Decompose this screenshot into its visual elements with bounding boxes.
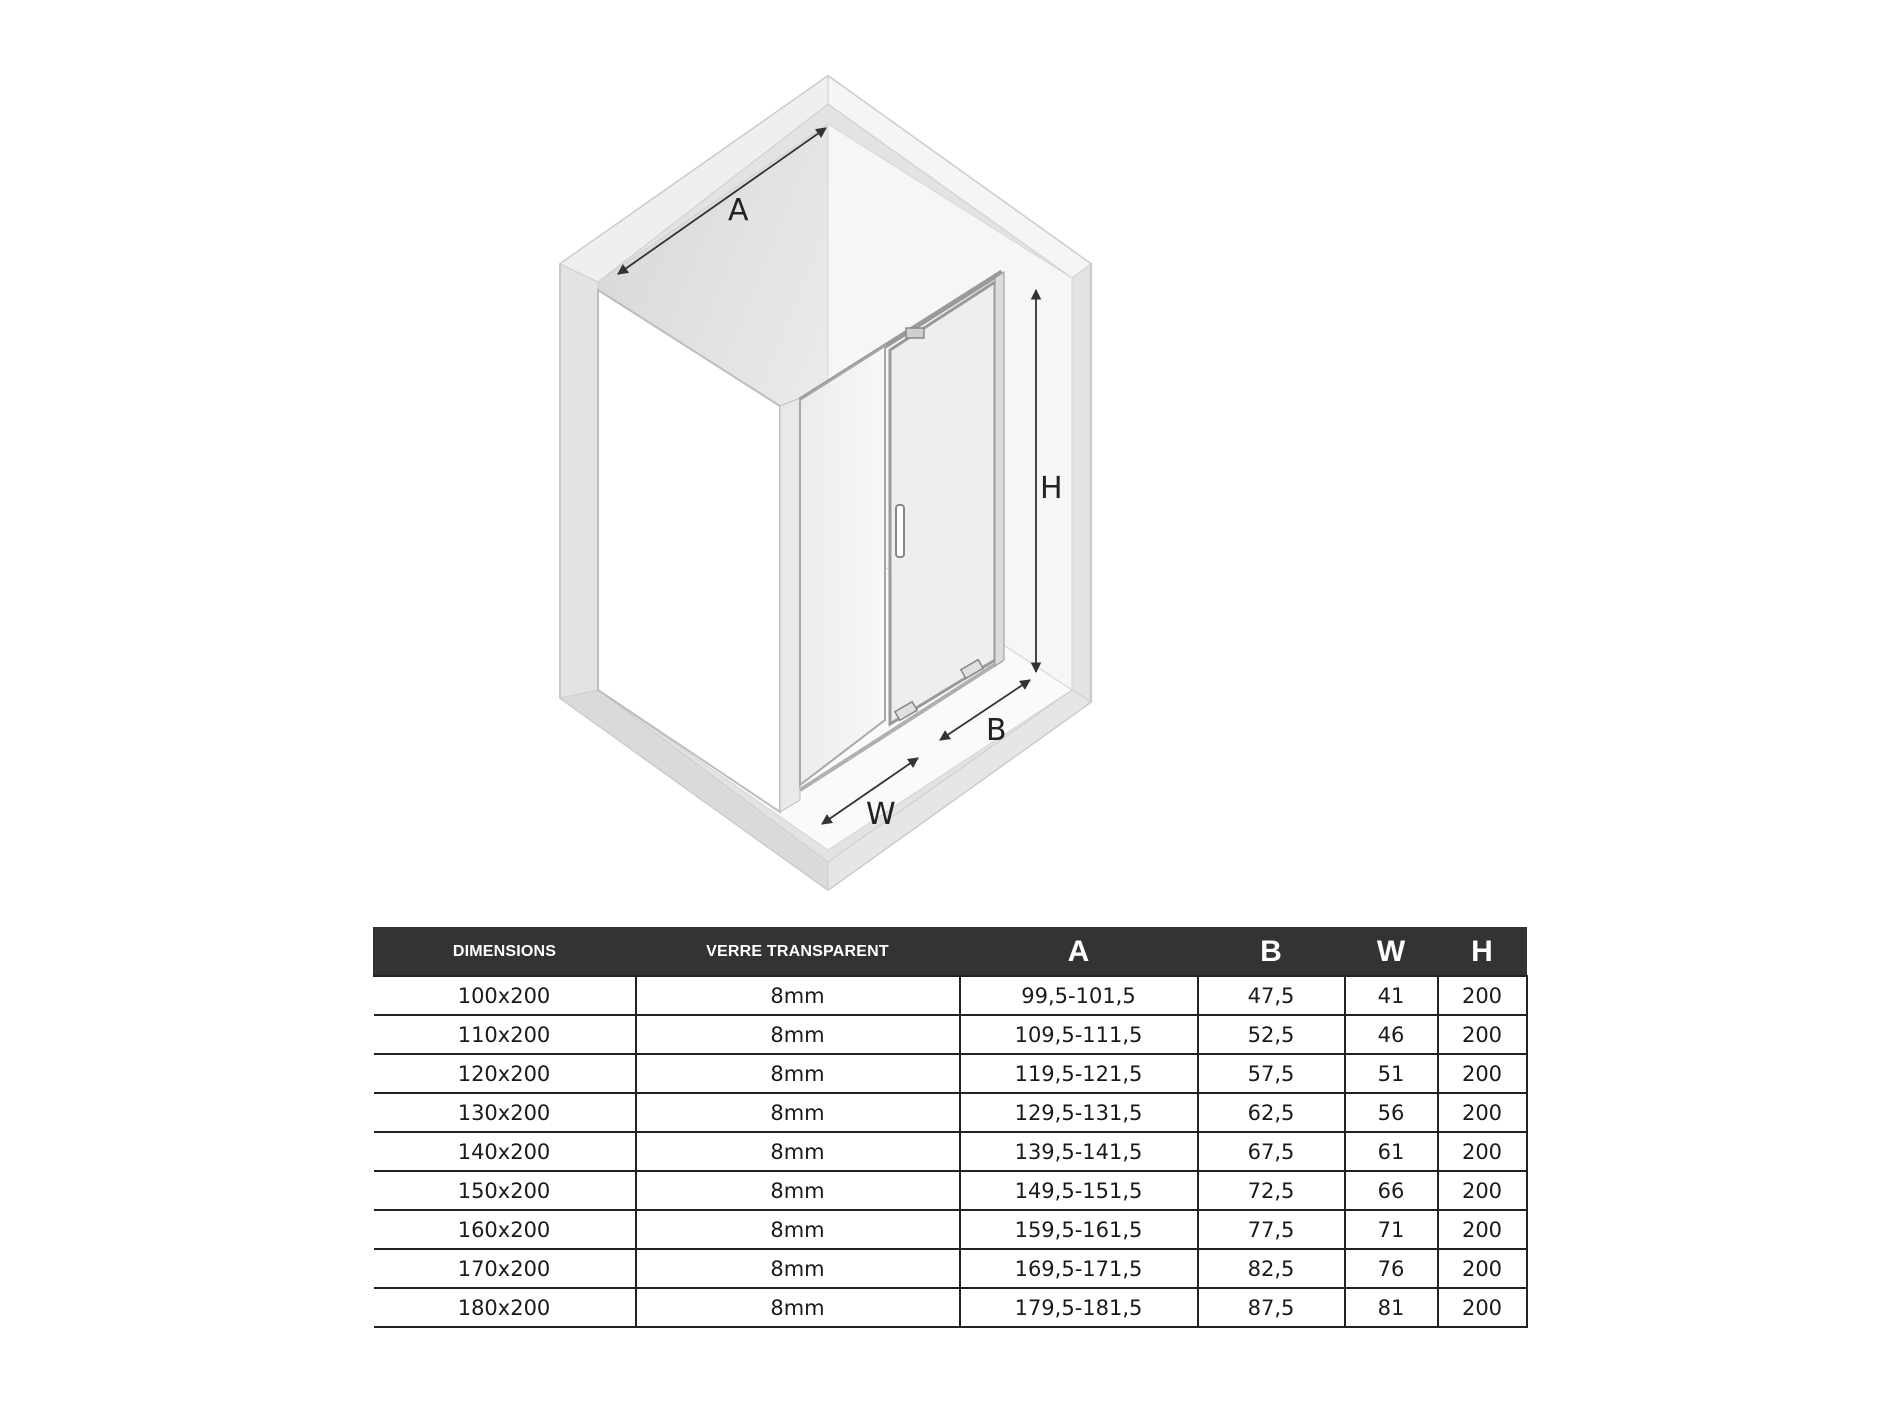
cell-dimensions: 110x200 — [374, 1015, 636, 1054]
door-handle — [896, 505, 904, 557]
cell-w: 51 — [1345, 1054, 1438, 1093]
fixed-glass-panel — [800, 346, 885, 785]
cell-b: 67,5 — [1198, 1132, 1345, 1171]
cell-glass: 8mm — [636, 1054, 960, 1093]
cell-h: 200 — [1438, 1249, 1527, 1288]
cell-dimensions: 180x200 — [374, 1288, 636, 1327]
cell-a: 119,5-121,5 — [960, 1054, 1198, 1093]
header-h: H — [1438, 928, 1527, 977]
cell-h: 200 — [1438, 1093, 1527, 1132]
cell-a: 139,5-141,5 — [960, 1132, 1198, 1171]
cell-a: 109,5-111,5 — [960, 1015, 1198, 1054]
cell-w: 71 — [1345, 1210, 1438, 1249]
cell-a: 159,5-161,5 — [960, 1210, 1198, 1249]
cell-b: 62,5 — [1198, 1093, 1345, 1132]
cell-h: 200 — [1438, 1210, 1527, 1249]
cell-glass: 8mm — [636, 1093, 960, 1132]
label-b: B — [986, 713, 1007, 748]
cell-h: 200 — [1438, 1288, 1527, 1327]
sliding-glass-door — [890, 282, 995, 724]
cell-dimensions: 140x200 — [374, 1132, 636, 1171]
label-w: W — [866, 797, 896, 832]
table-row — [374, 1210, 1527, 1249]
table-row — [374, 1288, 1527, 1327]
cell-b: 77,5 — [1198, 1210, 1345, 1249]
header-w: W — [1345, 928, 1438, 977]
cell-b: 87,5 — [1198, 1288, 1345, 1327]
table-row — [374, 976, 1527, 1015]
header-glass: VERRE TRANSPARENT — [636, 928, 960, 977]
table-row — [374, 1093, 1527, 1132]
cell-glass: 8mm — [636, 1132, 960, 1171]
cell-a: 149,5-151,5 — [960, 1171, 1198, 1210]
label-h: H — [1040, 471, 1063, 506]
cell-glass: 8mm — [636, 1015, 960, 1054]
cell-glass: 8mm — [636, 1288, 960, 1327]
top-roller — [906, 328, 924, 338]
dimensions-table — [373, 927, 1528, 1328]
table-row — [374, 1054, 1527, 1093]
cell-w: 46 — [1345, 1015, 1438, 1054]
cell-w: 66 — [1345, 1171, 1438, 1210]
cell-w: 56 — [1345, 1093, 1438, 1132]
cell-h: 200 — [1438, 1054, 1527, 1093]
cell-dimensions: 100x200 — [374, 976, 636, 1015]
side-panel-edge — [780, 398, 800, 812]
table-row — [374, 1132, 1527, 1171]
cell-w: 61 — [1345, 1132, 1438, 1171]
cell-w: 81 — [1345, 1288, 1438, 1327]
cell-h: 200 — [1438, 1015, 1527, 1054]
table-row — [374, 1171, 1527, 1210]
cell-dimensions: 150x200 — [374, 1171, 636, 1210]
cell-h: 200 — [1438, 1171, 1527, 1210]
cell-dimensions: 170x200 — [374, 1249, 636, 1288]
table-header-row — [374, 928, 1527, 977]
cell-glass: 8mm — [636, 1171, 960, 1210]
cell-b: 57,5 — [1198, 1054, 1345, 1093]
cell-b: 72,5 — [1198, 1171, 1345, 1210]
header-dimensions: DIMENSIONS — [374, 928, 636, 977]
cell-b: 82,5 — [1198, 1249, 1345, 1288]
cell-w: 41 — [1345, 976, 1438, 1015]
label-a: A — [728, 193, 749, 228]
cell-dimensions: 160x200 — [374, 1210, 636, 1249]
cell-glass: 8mm — [636, 1210, 960, 1249]
cell-dimensions: 130x200 — [374, 1093, 636, 1132]
cell-b: 47,5 — [1198, 976, 1345, 1015]
cell-a: 179,5-181,5 — [960, 1288, 1198, 1327]
cell-glass: 8mm — [636, 976, 960, 1015]
cell-glass: 8mm — [636, 1249, 960, 1288]
cell-a: 99,5-101,5 — [960, 976, 1198, 1015]
header-b: B — [1198, 928, 1345, 977]
table-body — [374, 976, 1527, 1327]
cell-a: 129,5-131,5 — [960, 1093, 1198, 1132]
cell-a: 169,5-171,5 — [960, 1249, 1198, 1288]
wall-profile — [995, 272, 1004, 666]
cell-h: 200 — [1438, 1132, 1527, 1171]
cell-b: 52,5 — [1198, 1015, 1345, 1054]
cell-h: 200 — [1438, 976, 1527, 1015]
table-row — [374, 1015, 1527, 1054]
cell-w: 76 — [1345, 1249, 1438, 1288]
cell-dimensions: 120x200 — [374, 1054, 636, 1093]
header-a: A — [960, 928, 1198, 977]
table-row — [374, 1249, 1527, 1288]
